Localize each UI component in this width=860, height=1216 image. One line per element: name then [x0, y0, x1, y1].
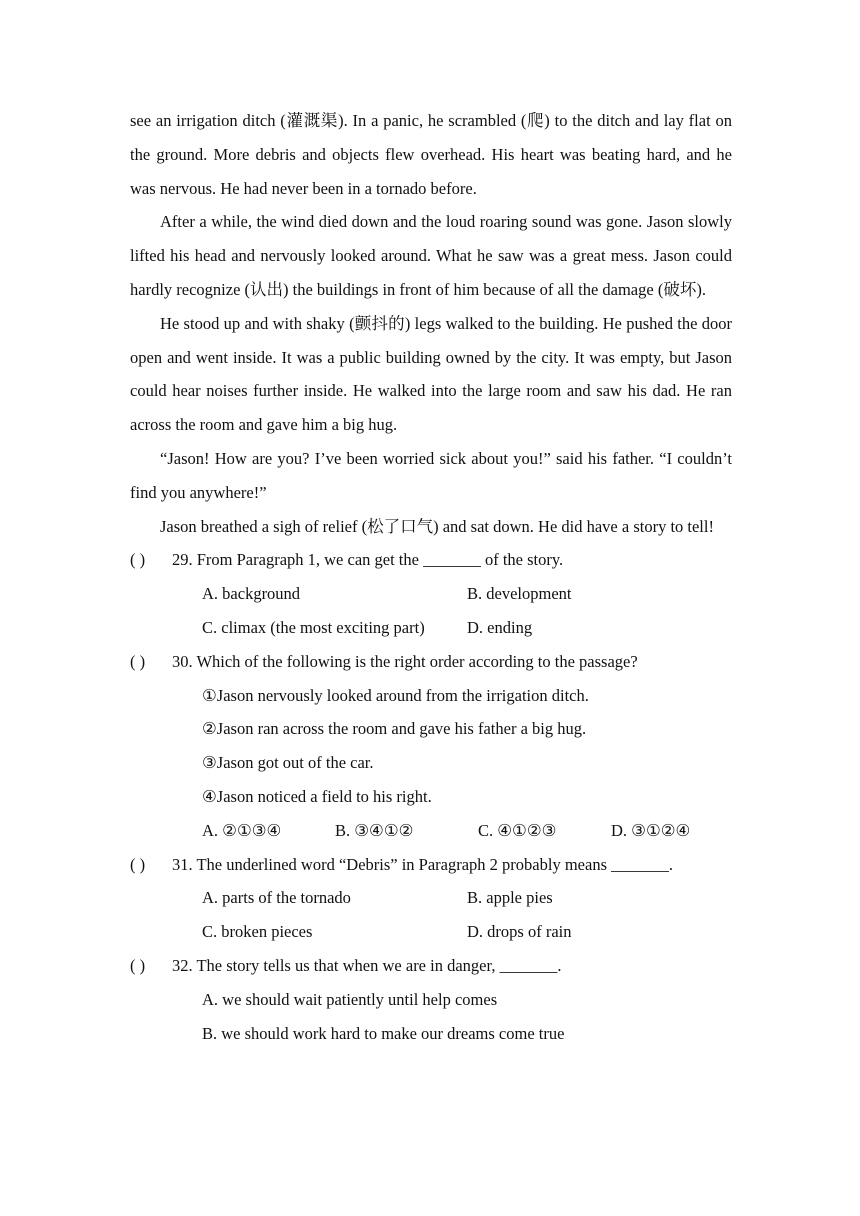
option-d: D. drops of rain [467, 922, 572, 942]
option-b: B. development [467, 584, 572, 604]
question-31 [130, 848, 732, 949]
option-c: C. ④①②③ [478, 820, 557, 840]
sequence-item-2: ②Jason ran across the room and gave his father a big hug. [202, 719, 587, 739]
sequence-item-1: ①Jason nervously looked around from the irrigation ditch. [202, 685, 589, 705]
question-30 [130, 645, 732, 848]
option-b: B. apple pies [467, 888, 553, 908]
option-a: A. parts of the tornado [202, 888, 351, 908]
passage-paragraph-3: He stood up and with shaky (颤抖的) legs walked to the building. He pushed the door open and went inside. It was a public building owned by the city. It was empty, but Jason could hear noises further inside. He walked into the large room and saw his dad. He ran across the room and gave him a big hug. [130, 313, 732, 435]
option-d: D. ending [467, 617, 533, 637]
option-d: D. ③①②④ [611, 820, 691, 840]
passage-paragraph-4: “Jason! How are you? I’ve been worried sick about you!” said his father. “I couldn’t find you anywhere!” [130, 448, 732, 502]
option-a: A. background [202, 584, 301, 604]
passage-paragraph-1: see an irrigation ditch (灌溉渠). In a panic, he scrambled (爬) to the ditch and lay flat on the ground. More debris and objects flew overhead. His heart was beating hard, and he was nervous. He had never been in a tornado before. [130, 111, 732, 198]
passage-paragraph-5: Jason breathed a sigh of relief (松了口气) and sat down. He did have a story to tell! [160, 516, 714, 536]
sequence-item-3: ③Jason got out of the car. [202, 753, 374, 773]
question-29 [130, 543, 732, 644]
answer-blank: ( ) [130, 854, 146, 874]
document-page [130, 104, 732, 1050]
question-stem: 30. Which of the following is the right order according to the passage? [172, 651, 638, 671]
question-32 [130, 949, 732, 1050]
option-a: A. ②①③④ [202, 820, 282, 840]
option-c: C. broken pieces [202, 922, 313, 942]
option-b: B. ③④①② [335, 820, 414, 840]
option-c: C. climax (the most exciting part) [202, 617, 425, 637]
question-stem: 32. The story tells us that when we are in danger, _______. [172, 955, 562, 975]
option-a: A. we should wait patiently until help comes [202, 989, 498, 1009]
answer-blank: ( ) [130, 651, 146, 671]
answer-blank: ( ) [130, 550, 146, 570]
option-b: B. we should work hard to make our dreams come true [202, 1023, 565, 1043]
answer-blank: ( ) [130, 955, 146, 975]
passage-paragraph-2: After a while, the wind died down and the loud roaring sound was gone. Jason slowly lifted his head and nervously looked around. What he saw was a great mess. Jason could hardly recognize (认出) the buildings in front of him because of all the damage (破坏). [130, 212, 732, 299]
question-stem: 29. From Paragraph 1, we can get the _______ of the story. [172, 550, 564, 570]
sequence-item-4: ④Jason noticed a field to his right. [202, 786, 432, 806]
question-stem: 31. The underlined word “Debris” in Paragraph 2 probably means _______. [172, 854, 673, 874]
